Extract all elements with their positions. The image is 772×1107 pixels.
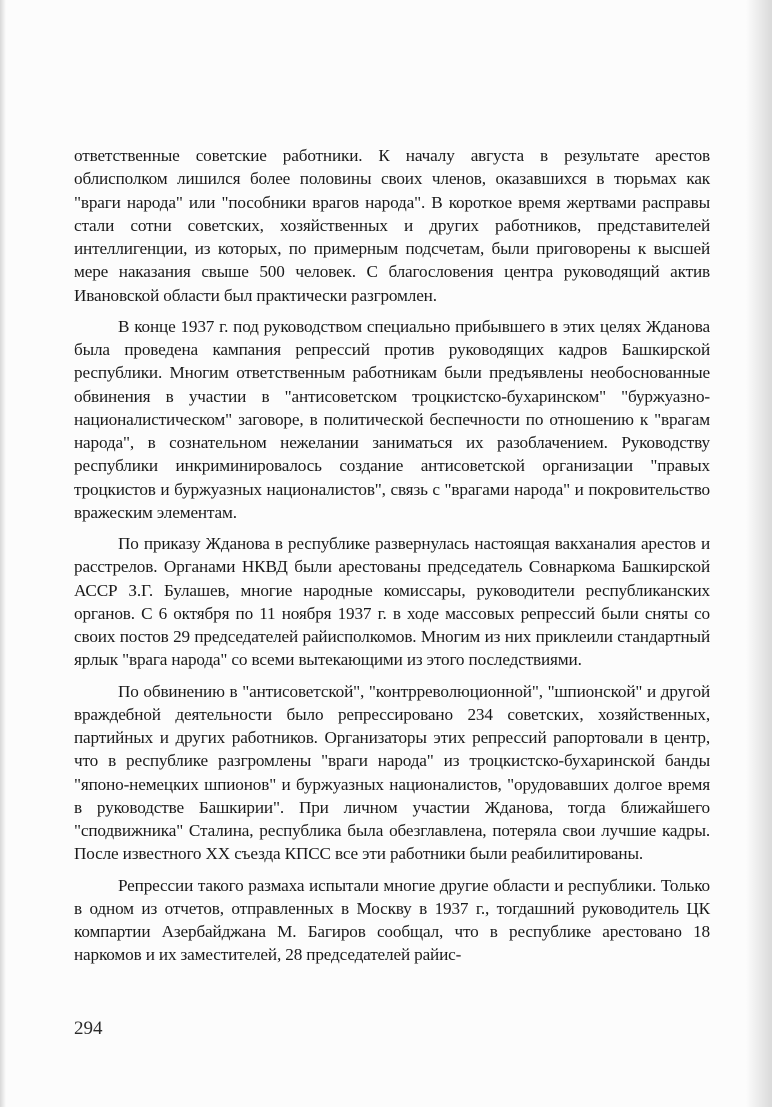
- paragraph: По приказу Жданова в республике развернулась настоящая вакханалия арестов и расстрелов. Органами НКВД были арестованы председатель Совнаркома Башкирской АССР З.Г. Булашев, многие народные комиссары, руководители республиканских органов. С 6 октября по 11 ноября 1937 г. в ходе массовых репрессий были сняты со своих постов 29 председателей райисполкомов. Многим из них приклеили стандартный ярлык "врага народа" со всеми вытекающими из этого последствиями.: [74, 534, 710, 670]
- paragraph-continued: ответственные советские работники. К началу августа в результате арестов облисполком лишился более половины своих членов, оказавшихся в тюрьмах как "враги народа" или "пособники врагов народа". В короткое время жертвами расправы стали сотни советских, хозяйственных и других работников, представителей интеллигенции, из которых, по примерным подсчетам, были приговорены к высшей мере наказания свыше 500 человек. С благословения центра руководящий актив Ивановской области был практически разгромлен.: [74, 146, 710, 305]
- page-number: 294: [74, 1018, 103, 1039]
- page-right-edge-shadow: [746, 0, 772, 1107]
- page-left-edge-shadow: [0, 0, 6, 1107]
- paragraph: По обвинению в "антисоветской", "контрреволюционной", "шпионской" и другой враждебной деятельности было репрессировано 234 советских, хозяйственных, партийных и других работников. Организаторы этих репрессий рапортовали в центр, что в республике разгромлены "враги народа" из троцкистско-бухаринской банды "японо-немецких шпионов" и буржуазных националистов, "орудовавших долгое время в руководстве Башкирии". При личном участии Жданова, тогда ближайшего "сподвижника" Сталина, республика была обезглавлена, потеряла свои лучшие кадры. После известного XX съезда КПСС все эти работники были реабилитированы.: [74, 681, 710, 864]
- body-text: [74, 144, 710, 975]
- paragraph: Репрессии такого размаха испытали многие другие области и республики. Только в одном из отчетов, отправленных в Москву в 1937 г., тогдашний руководитель ЦК компартии Азербайджана М. Багиров сообщал, что в республике арестовано 18 наркомов и их заместителей, 28 председателей райис-: [74, 875, 710, 965]
- paragraph: В конце 1937 г. под руководством специально прибывшего в этих целях Жданова была проведена кампания репрессий против руководящих кадров Башкирской республики. Многим ответственным работникам были предъявлены необоснованные обвинения в участии в "антисоветском троцкистско-бухаринском" "буржуазно-националистическом" заговоре, в политической беспечности по отношению к "врагам народа", в сознательном нежелании заниматься их разоблачением. Руководству республики инкриминировалось создание антисоветской организации "правых троцкистов и буржуазных националистов", связь с "врагами народа" и покровительство вражеским элементам.: [74, 316, 710, 522]
